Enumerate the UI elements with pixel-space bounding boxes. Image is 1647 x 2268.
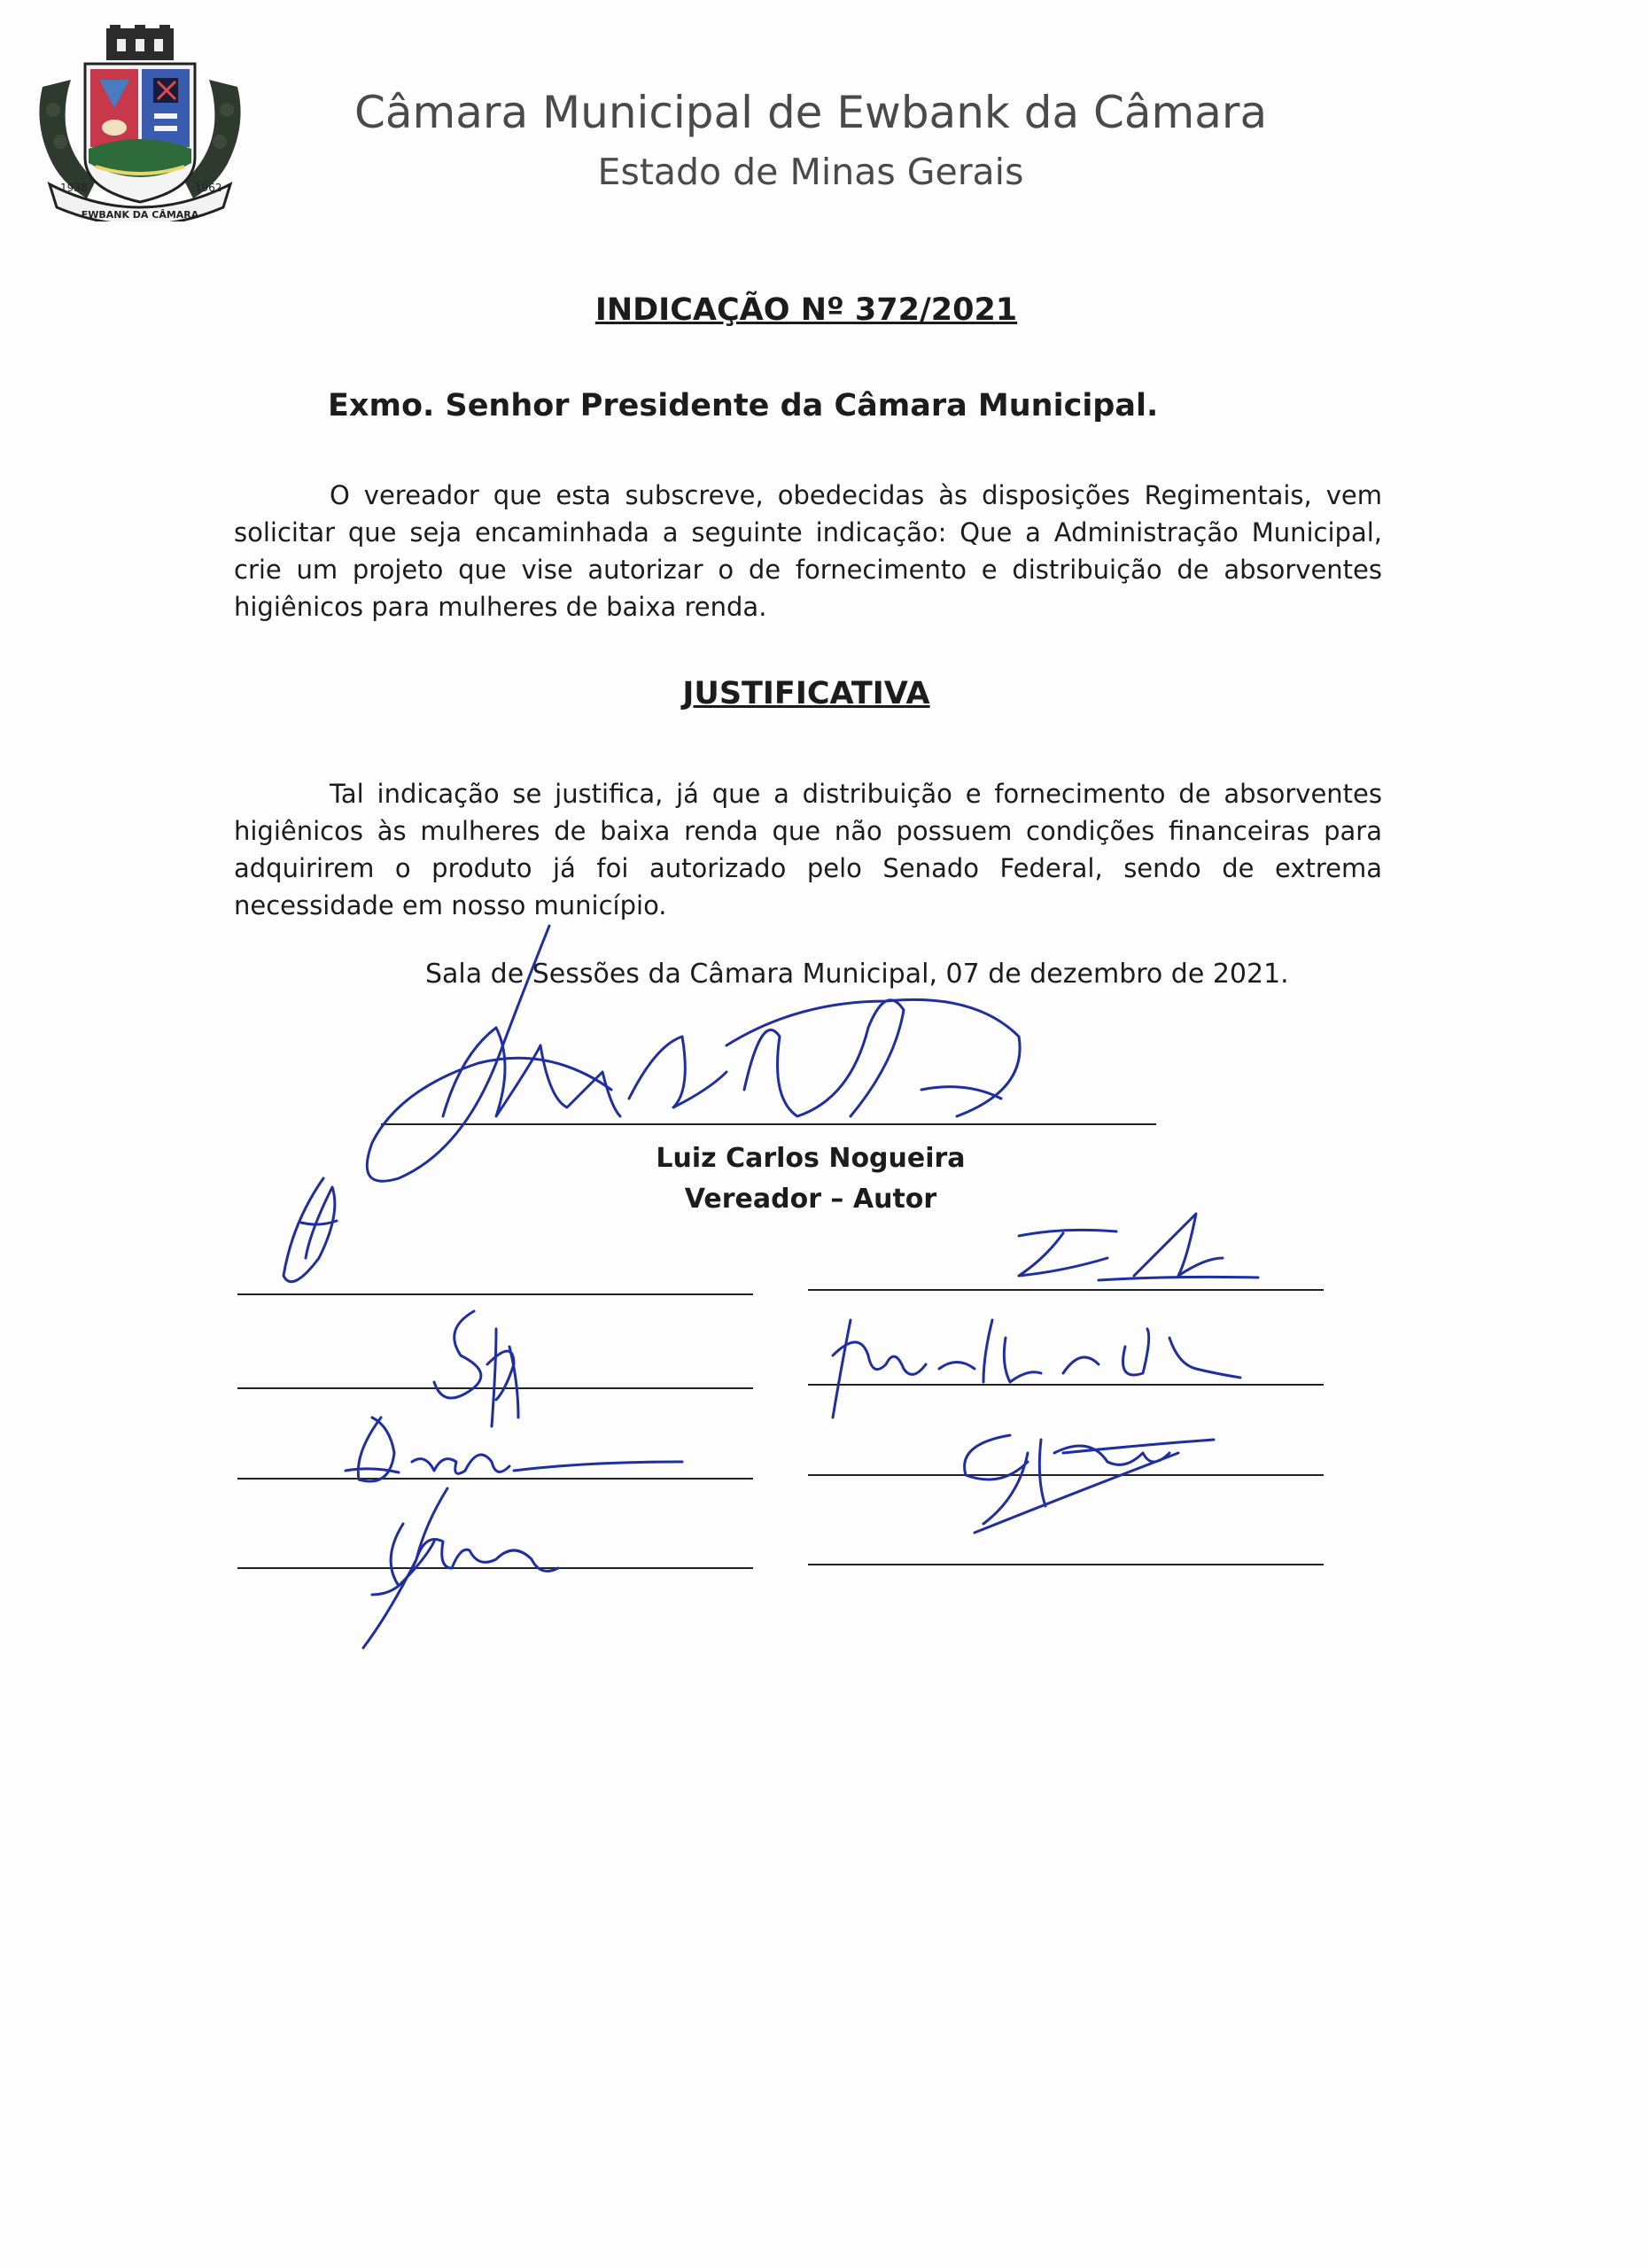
signature-left-1 bbox=[284, 1178, 337, 1282]
author-signature-line bbox=[381, 1123, 1156, 1125]
justification-paragraph: Tal indicação se justifica, já que a distribuição e fornecimento de absorventes higiênicos às mulheres de baixa renda que não possuem condições financeiras para adquirirem o produto já foi autorizado pelo Senado Federal, sendo de extrema necessidade em nosso município. bbox=[234, 779, 1382, 920]
signature-right-3 bbox=[965, 1435, 1214, 1533]
signature-line-right-1 bbox=[808, 1289, 1324, 1291]
request-paragraph: O vereador que esta subscreve, obedecidas às disposições Regimentais, vem solicitar que seja encaminhada a seguinte indicação: Que a Administração Municipal, crie um projeto que vise autorizar o de fornecimento e distribuição de absorventes higiênicos para mulheres de baixa renda. bbox=[234, 480, 1382, 622]
signature-line-left-2 bbox=[237, 1387, 753, 1389]
signature-right-1 bbox=[1019, 1214, 1258, 1280]
signature-right-2 bbox=[833, 1320, 1240, 1418]
salutation: Exmo. Senhor Presidente da Câmara Municipal. bbox=[328, 388, 1159, 423]
document-title: INDICAÇÃO Nº 372/2021 bbox=[594, 292, 1018, 328]
author-name: Luiz Carlos Nogueira bbox=[656, 1143, 966, 1174]
signature-line-left-1 bbox=[237, 1293, 753, 1295]
place-date: Sala de Sessões da Câmara Municipal, 07 de dezembro de 2021. bbox=[425, 959, 1289, 990]
signature-line-left-3 bbox=[237, 1478, 753, 1480]
signature-line-left-4 bbox=[237, 1567, 753, 1569]
justification-heading: JUSTIFICATIVA bbox=[682, 676, 930, 711]
letterhead-subtitle: Estado de Minas Gerais bbox=[597, 151, 1024, 193]
author-role: Vereador – Autor bbox=[684, 1184, 937, 1215]
signature-left-3 bbox=[346, 1418, 682, 1481]
signature-left-2 bbox=[434, 1311, 518, 1426]
signature-line-right-3 bbox=[808, 1474, 1324, 1476]
coat-of-arms-logo bbox=[34, 25, 246, 221]
coat-ribbon-text: EWBANK DA CÂMARA bbox=[81, 209, 199, 221]
coat-left-year: 1938 bbox=[60, 182, 88, 194]
letterhead-title: Câmara Municipal de Ewbank da Câmara bbox=[354, 87, 1268, 138]
coat-right-year: 1962 bbox=[195, 182, 222, 194]
signature-line-right-2 bbox=[808, 1384, 1324, 1386]
signature-line-right-4 bbox=[808, 1564, 1324, 1565]
